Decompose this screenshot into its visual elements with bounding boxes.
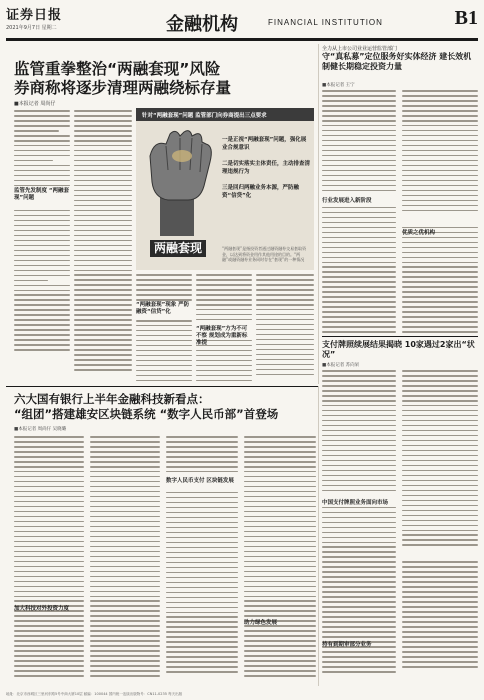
section-title: 金融机构 bbox=[166, 14, 238, 35]
key-points-list bbox=[222, 136, 310, 208]
illustration-panel bbox=[136, 108, 314, 270]
key-point-3: 三是回归两融业务本源，严防融资“信贷”化 bbox=[222, 185, 300, 199]
key-point-1: 一是正视“两融套现”问题，强化展业合规意识 bbox=[222, 137, 307, 151]
bottom-headline-line2: “组团”搭建雄安区块链系统 “数字人民币部”首登场 bbox=[14, 407, 279, 421]
bottom-headline-line1: 六大国有银行上半年金融科技新看点： bbox=[14, 392, 210, 406]
bottom-headline bbox=[14, 392, 318, 422]
illustration-title: 两融套现 bbox=[150, 240, 206, 257]
section-subtitle: FINANCIAL INSTITUTION bbox=[268, 18, 383, 27]
page-footer: 地址：北京市西城区三里河东路5号中商大厦10层 邮编：100044 国内统一连续出版物号：CN11-0235 每天出版 bbox=[6, 692, 183, 696]
main-headline-line2: 券商称将逐步清理两融绕标存量 bbox=[14, 79, 232, 97]
payment-license-byline: ■本报记者 苏向杲 bbox=[322, 363, 360, 368]
paper-name: 证券日报 bbox=[6, 8, 63, 23]
bottom-subhead-2: 加大科技对外投资力度 bbox=[14, 606, 70, 612]
main-text-column bbox=[14, 110, 70, 382]
right-text-column bbox=[402, 90, 478, 334]
masthead-rule bbox=[6, 38, 478, 41]
main-subhead-3: “两融套现”方为不可不察 规划成为重新标准提 bbox=[196, 326, 248, 346]
main-headline bbox=[14, 60, 314, 98]
bottom-subhead-3: 助力绿色发展 bbox=[244, 620, 278, 626]
right-story-subhead-2: 优质之优机构 bbox=[402, 230, 436, 236]
right-text-column bbox=[402, 370, 478, 686]
right-story-subhead-1: 行业发展进入新阶段 bbox=[322, 198, 372, 204]
bottom-text-column bbox=[90, 436, 160, 686]
section-divider bbox=[322, 336, 478, 337]
masthead bbox=[6, 4, 478, 42]
key-point-2: 二是切实落实主体责任，主动排查清理违规行为 bbox=[222, 161, 311, 175]
illustration-note: “两融套现”是指投资者通过融资融券交易套取资金，以达到将资金用作其他用途的目的。“两融”或融资融券业务同时存在“套现”的一种情况 bbox=[222, 246, 307, 262]
column-divider bbox=[318, 44, 319, 384]
main-subhead-2: “两融套现”现象 严防融资“信贷”化 bbox=[136, 302, 190, 315]
payment-license-headline: 支付牌照续展结果揭晓 10家遇过2家出“状况” bbox=[322, 340, 475, 359]
main-text-column bbox=[74, 110, 132, 382]
bottom-subhead-1: 数字人民币支付 区块链发展 bbox=[166, 478, 234, 484]
main-text-column bbox=[256, 274, 314, 382]
bottom-text-column bbox=[166, 436, 238, 686]
main-text-column bbox=[136, 274, 192, 382]
right-story-byline: ■本报记者 王宁 bbox=[322, 83, 355, 88]
page-number: B1 bbox=[454, 7, 478, 29]
right-story-kicker: 全力从上市公司业业运营监管部门 bbox=[322, 46, 398, 52]
main-subhead-1: 监管先发制度 “两融套现”问题 bbox=[14, 188, 70, 201]
main-headline-line1: 监管重拳整治“两融套现”风险 bbox=[14, 60, 221, 78]
payment-license-subhead-2: 持有到期审部分业务 bbox=[322, 642, 372, 648]
bottom-text-column bbox=[14, 436, 84, 686]
right-text-column bbox=[322, 370, 396, 686]
payment-license-subhead-1: 中国支付牌照业务面向市场 bbox=[322, 500, 389, 506]
money-grab-illustration bbox=[144, 126, 216, 236]
bottom-text-column bbox=[244, 436, 316, 686]
right-story-headline: 守“真私募”定位服务好实体经济 建长效机制健长期稳定投资力量 bbox=[322, 52, 472, 71]
main-byline: ■本报记者 周尚仔 bbox=[14, 101, 56, 107]
paper-date: 2021年9月7日 星期二 bbox=[6, 25, 57, 31]
column-divider bbox=[318, 386, 319, 686]
illustration-banner: 针对“两融套现”问题 监管部门向券商提出三点要求 bbox=[136, 108, 314, 121]
right-text-column bbox=[322, 90, 396, 334]
bottom-byline: ■本报记者 周尚仔 吴晓璐 bbox=[14, 427, 67, 432]
section-divider bbox=[6, 386, 318, 387]
